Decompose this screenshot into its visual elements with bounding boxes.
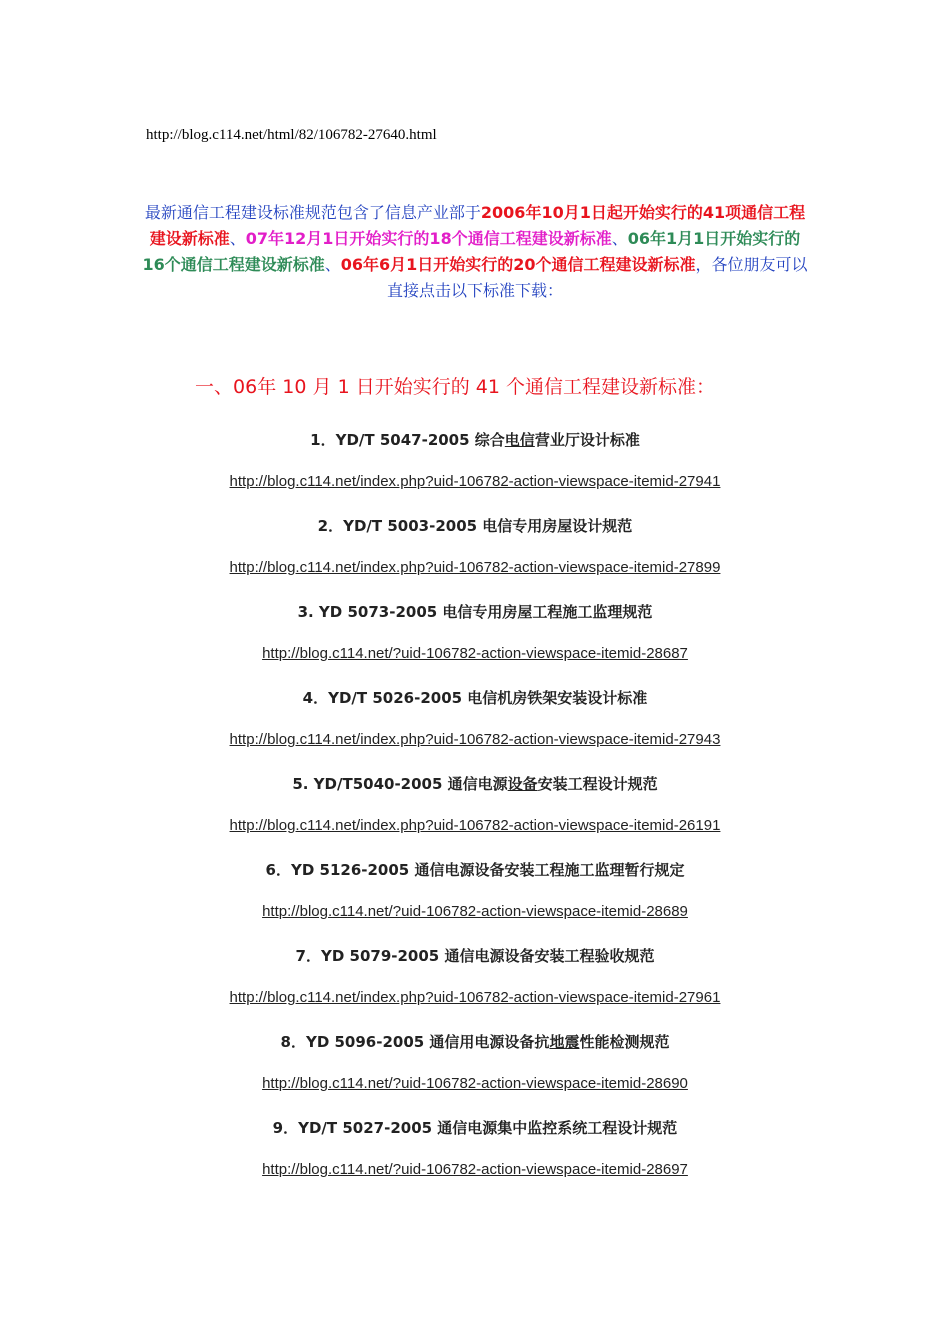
standard-item bbox=[0, 1030, 950, 1116]
standard-item bbox=[0, 514, 950, 600]
section-text: 日开始实行的 bbox=[355, 376, 470, 398]
intro-highlight-16-standards: 06年1月1日开始实行的16个通信工程建设新标准 bbox=[142, 229, 801, 274]
standard-title bbox=[0, 858, 950, 901]
section-text: 个通信工程建设新标准： bbox=[506, 376, 716, 398]
standard-item bbox=[0, 1116, 950, 1202]
standard-download-link[interactable]: http://blog.c114.net/index.php?uid-106782-action-viewspace-itemid-26191 bbox=[229, 817, 721, 834]
standard-title bbox=[0, 1116, 950, 1159]
intro-text-1: 最新通信工程建设标准规范包含了信息产业部于 bbox=[144, 203, 481, 222]
standard-download-link[interactable]: http://blog.c114.net/index.php?uid-106782-action-viewspace-itemid-27899 bbox=[229, 559, 721, 576]
standard-title-text: 营业厅设计标准 bbox=[534, 431, 640, 449]
standard-item bbox=[0, 600, 950, 686]
standard-title bbox=[0, 686, 950, 729]
intro-highlight-18-standards: 07年12月1日开始实行的18个通信工程建设新标准 bbox=[245, 229, 612, 248]
standard-title-text: 2．YD/T 5003-2005 电信专用房屋设计规范 bbox=[317, 517, 633, 535]
standard-item bbox=[0, 944, 950, 1030]
standard-title-text: 安装工程设计规范 bbox=[537, 775, 658, 793]
standard-download-link[interactable]: http://blog.c114.net/?uid-106782-action-viewspace-itemid-28697 bbox=[262, 1161, 688, 1178]
section-heading bbox=[195, 372, 715, 399]
standard-item bbox=[0, 428, 950, 514]
section-prefix: 一、 bbox=[195, 376, 234, 398]
source-url[interactable]: http://blog.c114.net/html/82/106782-27640.html bbox=[146, 127, 437, 143]
standard-title-text: 3. YD 5073-2005 电信专用房屋工程施工监理规范 bbox=[297, 603, 653, 621]
standard-item bbox=[0, 686, 950, 772]
standard-title-text: 7．YD 5079-2005 通信电源设备安装工程验收规范 bbox=[295, 947, 655, 965]
standard-title-text: 性能检测规范 bbox=[579, 1033, 670, 1051]
standard-title bbox=[0, 944, 950, 987]
section-year: 06 bbox=[233, 376, 258, 398]
section-count: 41 bbox=[475, 376, 500, 398]
section-text: 月 bbox=[312, 376, 332, 398]
standard-download-link[interactable]: http://blog.c114.net/?uid-106782-action-viewspace-itemid-28687 bbox=[262, 645, 688, 662]
standard-title bbox=[0, 772, 950, 815]
section-day: 1 bbox=[337, 376, 350, 398]
standard-download-link[interactable]: http://blog.c114.net/?uid-106782-action-viewspace-itemid-28689 bbox=[262, 903, 688, 920]
standard-title bbox=[0, 1030, 950, 1073]
standard-title-link[interactable]: 地震 bbox=[549, 1033, 580, 1051]
intro-text-end: ，各位朋友可以直接点击以下标准下载： bbox=[386, 255, 808, 300]
standard-item bbox=[0, 772, 950, 858]
intro-highlight-41-standards: 2006年10月1日起开始实行的41项通信工程建设新标准 bbox=[149, 203, 806, 248]
standard-title-link[interactable]: 设备 bbox=[507, 775, 538, 793]
standard-title-link[interactable]: 电信 bbox=[504, 431, 535, 449]
standard-download-link[interactable]: http://blog.c114.net/index.php?uid-106782-action-viewspace-itemid-27941 bbox=[229, 473, 721, 490]
standard-download-link[interactable]: http://blog.c114.net/?uid-106782-action-viewspace-itemid-28690 bbox=[262, 1075, 688, 1092]
standard-title bbox=[0, 428, 950, 471]
standard-title-text: 6．YD 5126-2005 通信电源设备安装工程施工监理暂行规定 bbox=[265, 861, 685, 879]
standard-title-text: 9．YD/T 5027-2005 通信电源集中监控系统工程设计规范 bbox=[272, 1119, 678, 1137]
intro-separator: 、 bbox=[611, 229, 628, 248]
standard-title bbox=[0, 514, 950, 557]
section-month: 10 bbox=[282, 376, 307, 398]
standard-title-text: 5. YD/T5040-2005 通信电源 bbox=[292, 775, 508, 793]
standard-download-link[interactable]: http://blog.c114.net/index.php?uid-106782-action-viewspace-itemid-27943 bbox=[229, 731, 721, 748]
intro-highlight-20-standards: 06年6月1日开始实行的20个通信工程建设新标准 bbox=[340, 255, 696, 274]
standard-title-text: 4．YD/T 5026-2005 电信机房铁架安装设计标准 bbox=[302, 689, 648, 707]
standard-title-text: 1．YD/T 5047-2005 综合 bbox=[310, 431, 505, 449]
standard-download-link[interactable]: http://blog.c114.net/index.php?uid-106782-action-viewspace-itemid-27961 bbox=[229, 989, 721, 1006]
standards-list bbox=[0, 428, 950, 1202]
intro-separator: 、 bbox=[324, 255, 341, 274]
standard-title-text: 8．YD 5096-2005 通信用电源设备抗 bbox=[280, 1033, 550, 1051]
intro-separator: 、 bbox=[229, 229, 246, 248]
standard-item bbox=[0, 858, 950, 944]
section-text: 年 bbox=[257, 376, 277, 398]
intro-paragraph bbox=[140, 200, 810, 304]
standard-title bbox=[0, 600, 950, 643]
